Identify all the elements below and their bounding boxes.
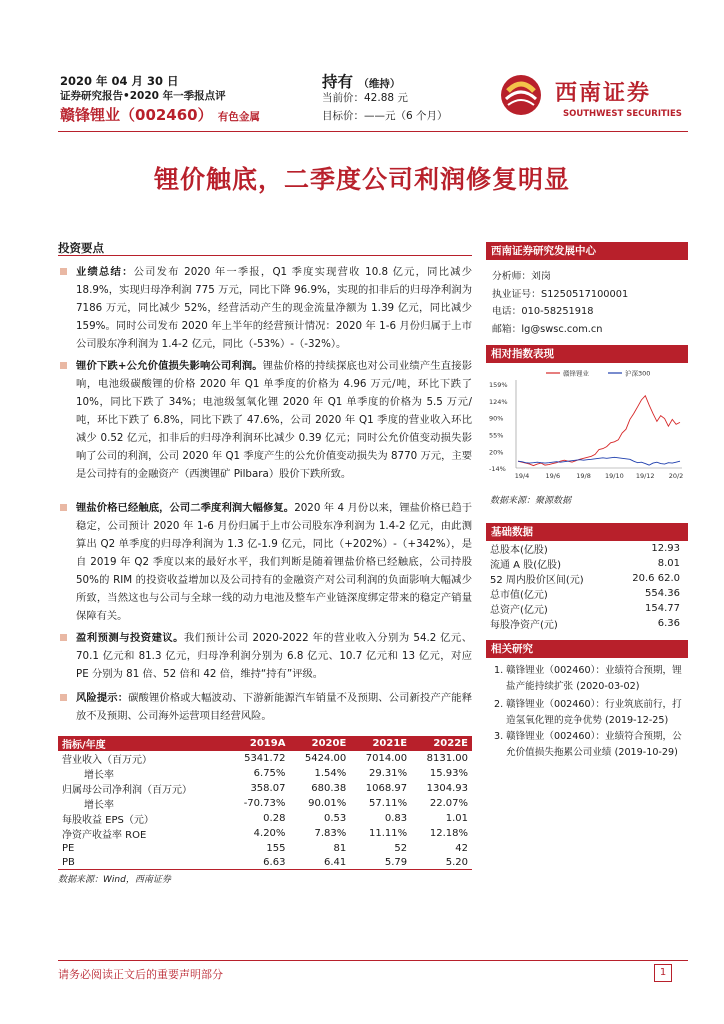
table-cell: 8131.00 — [426, 753, 468, 764]
related-item[interactable] — [494, 697, 684, 728]
analyst-info — [492, 268, 628, 338]
related-num: 3. — [494, 731, 504, 742]
related-text: 赣锋锂业（002460）：业绩符合预期，公允价值损失拖累公司业绩 — [506, 731, 682, 758]
logo-text-en: SOUTHWEST SECURITIES — [563, 109, 682, 119]
page-number: 1 — [654, 964, 672, 982]
table-cell: 15.93% — [429, 768, 468, 779]
basic-data-label: 总资产(亿元) — [490, 605, 548, 616]
related-item[interactable] — [494, 663, 684, 694]
table-cell: 0.28 — [263, 813, 286, 824]
chart-series-line-0 — [518, 396, 680, 466]
table-cell: 1.54% — [314, 768, 347, 779]
bullet-icon — [60, 268, 67, 275]
report-date: 2020 年 04 月 30 日 — [60, 74, 179, 88]
analyst-name: 分析师：刘岗 — [492, 271, 551, 282]
point-lead: 盈利预测与投资建议。 — [76, 632, 184, 644]
table-cell: 5.20 — [411, 855, 472, 869]
rating — [322, 70, 400, 92]
footer-disclaimer: 请务必阅读正文后的重要声明部分 — [58, 968, 223, 981]
table-cell: 29.31% — [368, 768, 408, 779]
point-text: 公司发布 2020 年一季报，Q1 季度实现营收 10.8 亿元，同比减少 18.9%，实现归母净利润 775 万元，同比下降 96.9%，实现的扣非后的归母净利润为 7186 万元，同比减少 52%，经营活动产生的现金流量净额为 1.39 亿元，同比减少 159%。同时公司发布 2020 年上半年的经营预计情况：2020 年 1-6 月份归属于上市公司股东净利润为 1.4-2 亿元，同比（-53%）-（-32%）。 — [76, 266, 473, 350]
basic-data-value: 8.01 — [657, 558, 680, 569]
target-price: 目标价：——元（6 个月） — [322, 110, 448, 122]
research-center-bar: 西南证券研究发展中心 — [486, 242, 688, 260]
table-row-label: 净资产收益率 ROE — [62, 830, 147, 841]
point-text: 碳酸锂价格或大幅波动、下游新能源汽车销量不及预期、公司新投产产能释放不及预期、公司海外运营项目经营风险。 — [76, 692, 473, 722]
company-heading — [60, 104, 260, 125]
point-text: 锂盐价格的持续探底也对公司业绩产生直接影响，电池级碳酸锂的价格 2020 年 Q1 单季度的价格为 4.96 万元/吨，环比下跌了 10%，同比下跌了 34%；电池级氢氧化锂 2020 年 Q1 单季度的价格为 5.5 万元/吨，环比下跌了 6.8%，同比下跌了 47.6%，公司 2020 年 Q1 季度的营业收入环比减少 0.52 亿元，扣非后的归母净利润环比减少 0.39 亿元；同时公允价值变动损失影响了公司的利润，公司 2020 年 Q1 季度产生的公允价值变动损失为 8770 万元，主要是公司持有的金融资产（西澳锂矿 Pilbara）股价下跌所致。 — [76, 360, 472, 480]
table-header-cell: 2021E — [350, 736, 411, 751]
table-row — [58, 766, 472, 781]
company-name: 赣锋锂业（002460） — [60, 106, 213, 124]
chart-y-tick-label: 90% — [489, 414, 504, 423]
basic-data-value: 20.6 62.0 — [632, 573, 680, 584]
table-cell: 6.63 — [228, 855, 289, 869]
analyst-phone: 电话：010-58251918 — [492, 306, 594, 317]
basic-data-row — [490, 586, 680, 601]
chart-y-tick-label: 124% — [489, 397, 508, 406]
table-row — [58, 751, 472, 766]
basic-data-label: 流通 A 股(亿股) — [490, 560, 562, 571]
chart-legend-label: 赣锋锂业 — [563, 369, 589, 378]
chart-y-tick-label: -14% — [489, 465, 506, 473]
basic-data-label: 52 周内股价区间(元) — [490, 575, 584, 586]
table-row-label: 每股收益 EPS（元） — [62, 815, 154, 826]
table-row-label: 归属母公司净利润（百万元） — [62, 785, 192, 796]
point-summary — [58, 263, 472, 353]
table-cell: 5424.00 — [304, 753, 347, 764]
relative-index-bar: 相对指数表现 — [486, 345, 688, 363]
table-header-cell: 指标/年度 — [58, 736, 228, 751]
chart-y-tick-label: 20% — [489, 448, 504, 457]
table-cell: 12.18% — [429, 828, 468, 839]
table-row — [58, 811, 472, 826]
basic-data-bar: 基础数据 — [486, 523, 688, 541]
related-date: (2020-03-02) — [576, 680, 640, 692]
basic-data-label: 每股净资产(元) — [490, 620, 558, 631]
table-row-label: PB — [58, 855, 228, 869]
table-row — [58, 826, 472, 841]
table-cell: 81 — [333, 842, 347, 854]
table-row — [58, 855, 472, 869]
table-header-cell: 2020E — [289, 736, 350, 751]
report-type: 证券研究报告•2020 年一季报点评 — [60, 90, 226, 102]
chart-y-tick-label: 159% — [489, 381, 508, 389]
table-row — [58, 781, 472, 796]
chart-x-tick-label: 19/4 — [514, 472, 530, 480]
relative-index-chart — [486, 364, 688, 482]
rating-note: （维持） — [358, 78, 401, 90]
table-cell: 0.83 — [384, 813, 408, 824]
basic-data-label: 总股本(亿股) — [490, 545, 548, 556]
point-lead: 锂盐价格已经触底，公司二季度利润大幅修复。 — [76, 502, 295, 514]
table-cell: -70.73% — [243, 798, 286, 809]
point-risk — [58, 689, 472, 725]
point-price-drop — [58, 357, 472, 483]
point-text: 我们预计公司 2020-2022 年的营业收入分别为 54.2 亿元、70.1 亿元和 81.3 亿元，归母净利润分别为 6.8 亿元、10.7 亿元和 13 亿元，对应 PE 分别为 81 倍、52 倍和 42 倍，维持“持有”评级。 — [76, 632, 472, 680]
analyst-email[interactable]: 邮箱：lg@swsc.com.cn — [492, 323, 603, 335]
table-cell: 1304.93 — [426, 783, 468, 794]
related-num: 1. — [494, 665, 504, 676]
table-cell: 90.01% — [308, 798, 347, 809]
table-cell: 52 — [394, 842, 408, 854]
table-row — [58, 841, 472, 855]
related-research-bar: 相关研究 — [486, 640, 688, 658]
current-price: 当前价：42.88 元 — [322, 92, 408, 104]
point-recovery — [58, 499, 472, 625]
table-header-row — [58, 736, 472, 751]
table-cell: 358.07 — [250, 783, 286, 794]
chart-x-tick-label: 19/6 — [545, 472, 561, 480]
basic-data-value: 154.77 — [645, 603, 680, 614]
analyst-license: 执业证号：S1250517100001 — [492, 288, 629, 300]
basic-data-value: 6.36 — [657, 618, 680, 629]
table-cell: 5341.72 — [244, 753, 286, 764]
table-row-label: PE — [62, 842, 75, 854]
rating-value: 持有 — [322, 73, 354, 91]
table-row-label: 增长率 — [84, 800, 114, 811]
table-cell: 1.01 — [445, 813, 468, 824]
financial-forecast-table — [58, 736, 472, 870]
table-cell: 7.83% — [314, 828, 347, 839]
bullet-icon — [60, 504, 67, 511]
basic-data-table — [490, 541, 680, 631]
table-cell: 42 — [455, 842, 468, 854]
table-header-cell: 2022E — [411, 736, 472, 751]
basic-data-value: 12.93 — [651, 543, 680, 554]
logo-text-cn: 西南证券 — [555, 80, 652, 106]
basic-data-label: 总市值(亿元) — [490, 590, 548, 601]
basic-data-value: 554.36 — [645, 588, 680, 599]
chart-x-tick-label: 20/2 — [668, 472, 684, 480]
related-date: (2019-12-25) — [605, 714, 669, 726]
table-cell: 680.38 — [311, 783, 347, 794]
related-date: (2019-10-29) — [614, 746, 678, 758]
table-cell: 11.11% — [368, 828, 408, 839]
table-cell: 1068.97 — [365, 783, 408, 794]
chart-x-tick-label: 19/10 — [605, 472, 624, 480]
basic-data-row — [490, 616, 680, 631]
table-row — [58, 796, 472, 811]
table-row-label: 营业收入（百万元） — [62, 755, 152, 766]
basic-data-row — [490, 571, 680, 586]
related-text: 赣锋锂业（002460）：行业筑底前行，打造氢氧化锂的竞争优势 — [506, 699, 682, 726]
related-num: 2. — [494, 699, 504, 710]
table-cell: 0.53 — [324, 813, 347, 824]
investment-heading: 投资要点 — [58, 241, 104, 255]
table-row-label: 增长率 — [84, 770, 114, 781]
chart-legend-label: 沪深300 — [625, 369, 651, 378]
table-cell: 6.75% — [253, 768, 286, 779]
table-source: 数据来源：Wind，西南证券 — [58, 875, 171, 885]
related-item[interactable] — [494, 729, 684, 760]
investment-divider — [58, 255, 472, 256]
chart-x-tick-label: 19/12 — [635, 472, 655, 480]
basic-data-row — [490, 601, 680, 616]
header-divider — [58, 131, 688, 132]
basic-data-row — [490, 541, 680, 556]
basic-data-row — [490, 556, 680, 571]
bullet-icon — [60, 694, 67, 701]
bullet-icon — [60, 362, 67, 369]
point-forecast — [58, 629, 472, 683]
table-cell: 22.07% — [429, 798, 468, 809]
table-header-cell: 2019A — [228, 736, 289, 751]
report-title: 锂价触底，二季度公司利润修复明显 — [153, 165, 570, 194]
table-cell: 155 — [266, 842, 286, 854]
chart-y-tick-label: 55% — [489, 431, 504, 440]
point-lead: 风险提示： — [76, 692, 129, 704]
table-cell: 4.20% — [253, 828, 286, 839]
chart-source: 数据来源：聚源数据 — [490, 496, 572, 506]
point-lead: 业绩总结： — [76, 266, 134, 278]
chart-x-tick-label: 19/8 — [576, 472, 591, 480]
table-cell: 7014.00 — [365, 753, 408, 764]
industry-label: 有色金属 — [217, 111, 260, 123]
footer-divider — [58, 960, 688, 961]
point-text: 2020 年 4 月份以来，锂盐价格已趋于稳定，公司预计 2020 年 1-6 月份归属于上市公司股东净利润为 1.4-2 亿元，由此测算出 Q2 单季度的归母净利润为 1.3 亿-1.9 亿元，同比（+202%）-（+342%），是自 2019 年 Q2 季度以来的最好水平，我们判断是随着锂盐价格已经触底，公司持股 50%的 RIM 的投资收益增加以及公司持有的金融资产对公司利润的负面影响大幅减少所致，当然这也与公司与全球一线的动力电池及整车产业链深度绑定带来的稳定产销量保障有关。 — [76, 502, 473, 622]
table-cell: 5.79 — [350, 855, 411, 869]
bullet-icon — [60, 634, 67, 641]
related-text: 赣锋锂业（002460）：业绩符合预期，锂盐产能持续扩张 — [506, 665, 682, 692]
table-cell: 57.11% — [368, 798, 408, 809]
point-lead: 锂价下跌+公允价值损失影响公司利润。 — [76, 360, 263, 372]
table-cell: 6.41 — [289, 855, 350, 869]
